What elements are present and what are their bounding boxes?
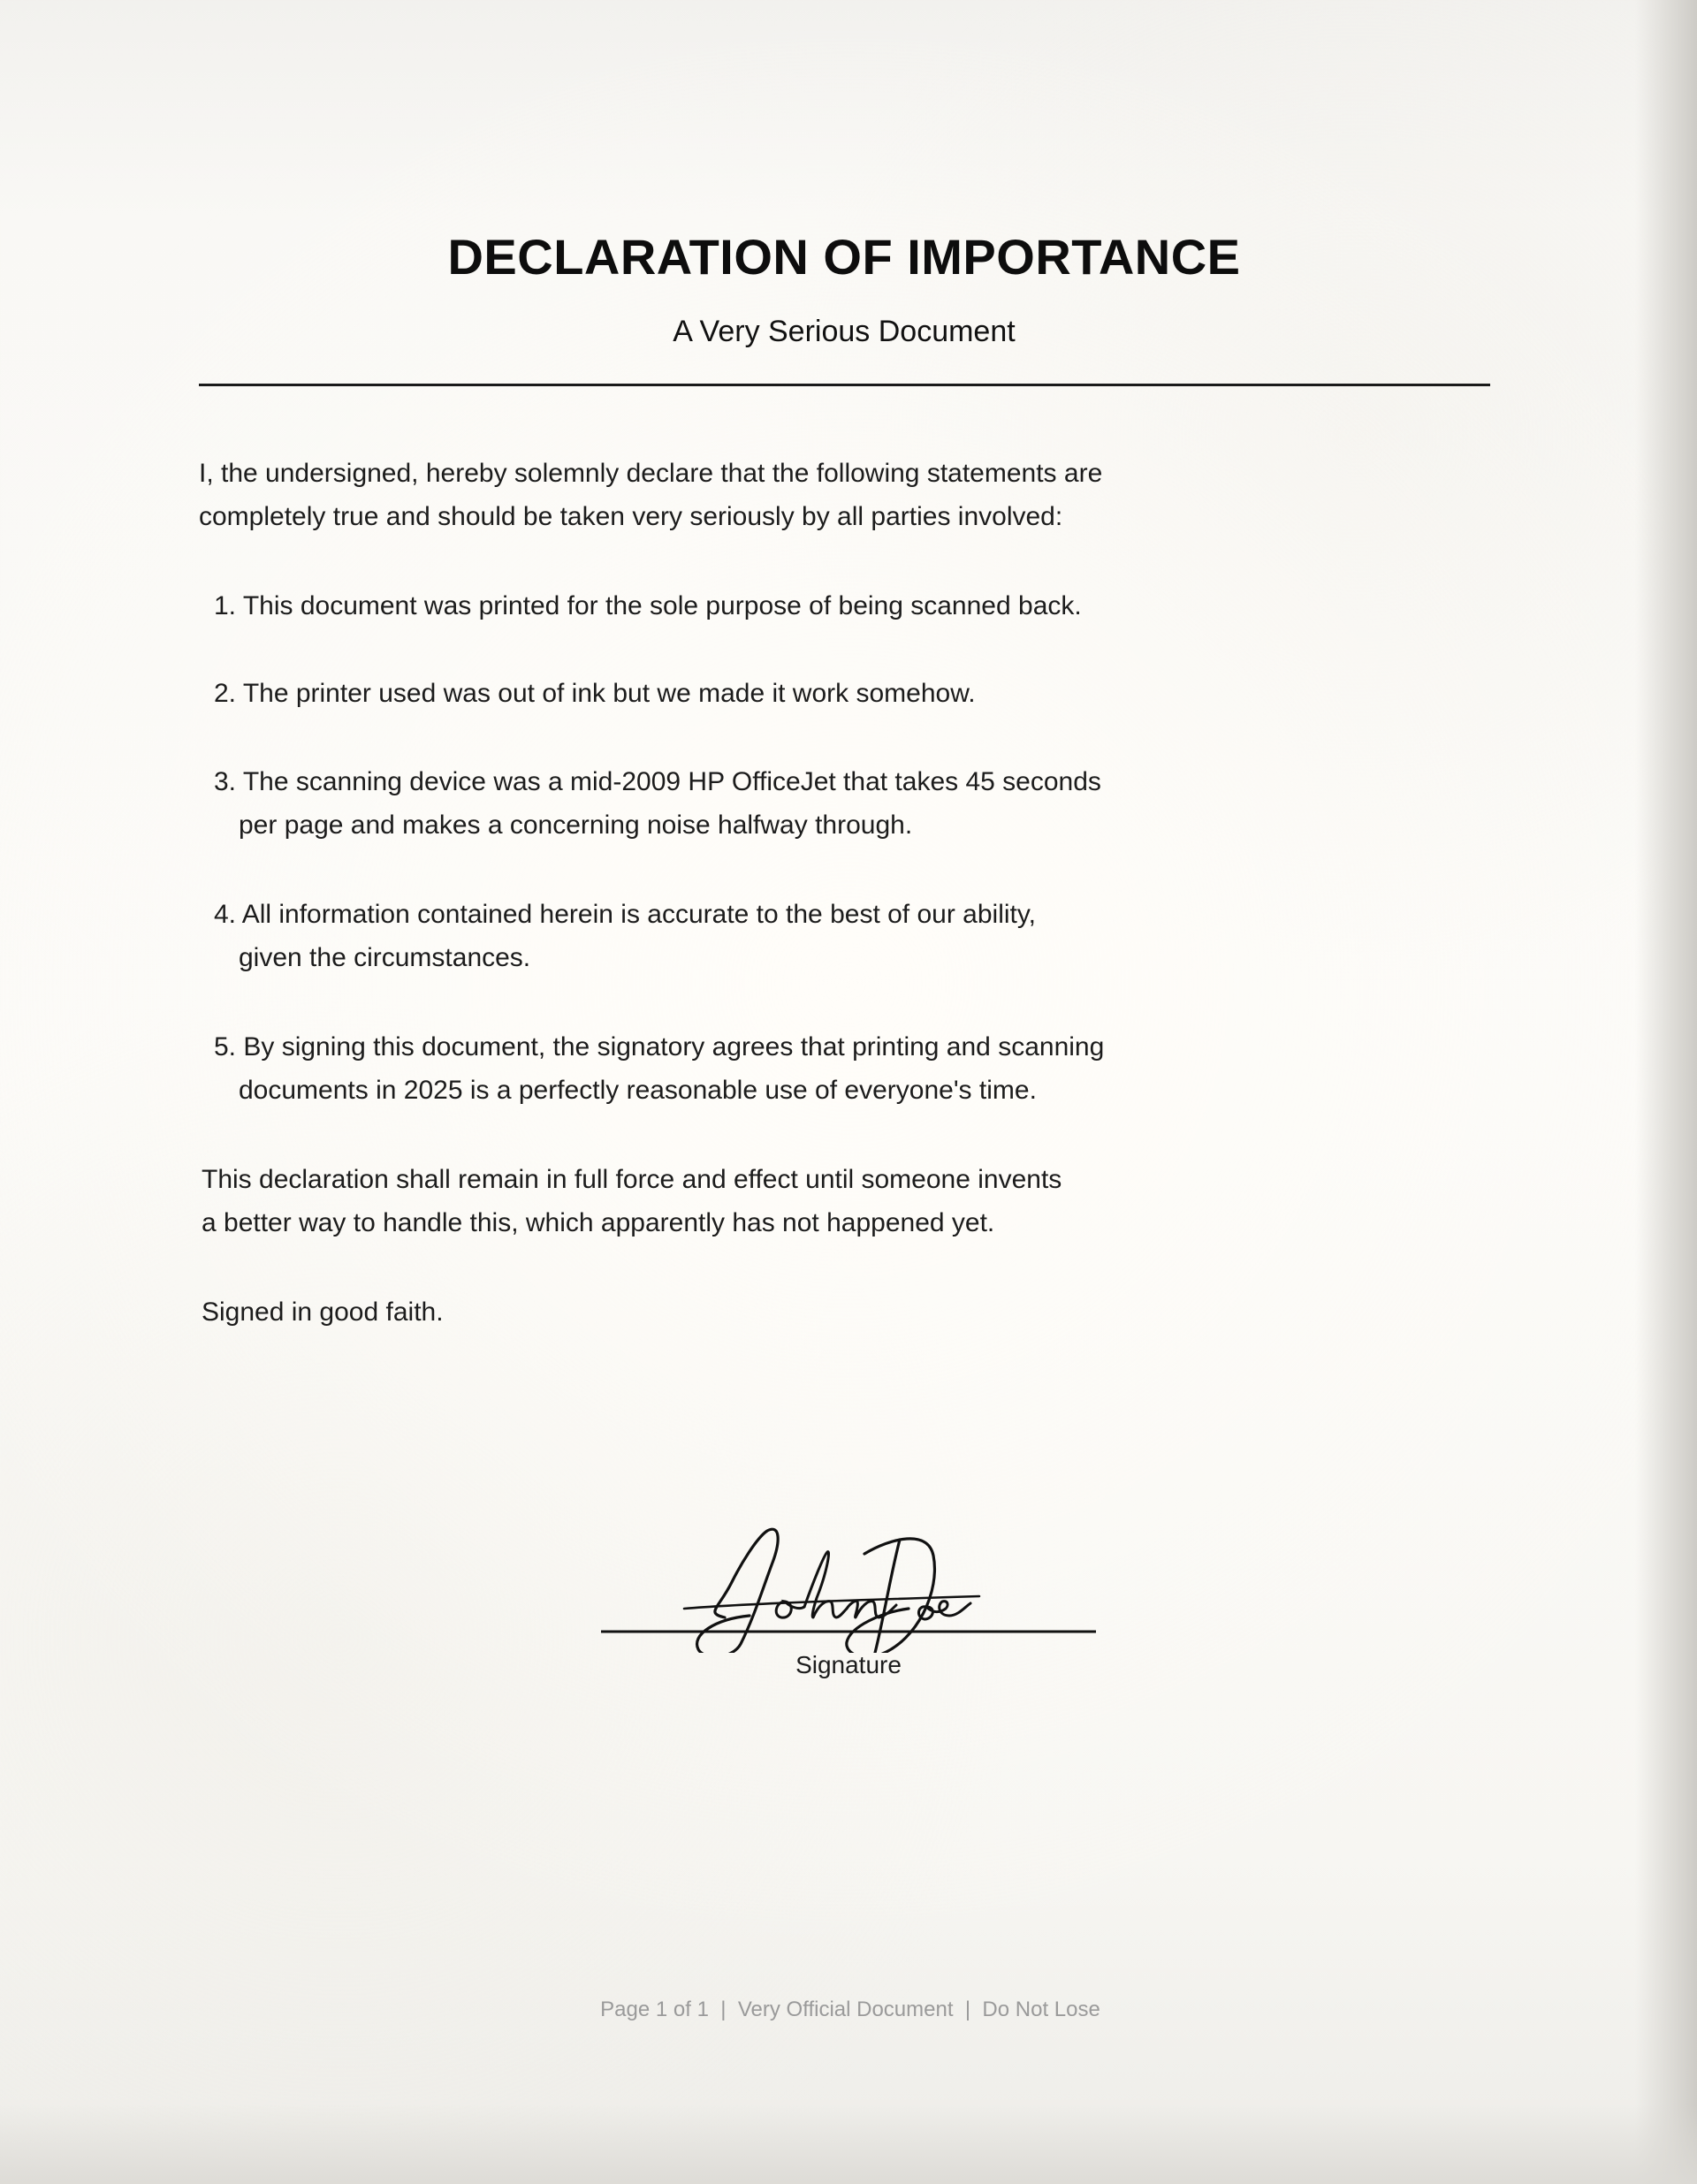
page-footer [0, 1998, 1697, 2022]
closing-line: This declaration shall remain in full force and effect until someone invents [202, 1165, 1062, 1194]
list-item-line: 3. The scanning device was a mid-2009 HP OfficeJet that takes 45 seconds [214, 767, 1101, 796]
document-title: DECLARATION OF IMPORTANCE [447, 229, 1241, 285]
list-item [214, 584, 1082, 628]
footer-page-number: Page 1 of 1 [600, 1998, 709, 2021]
list-item-line: 5. By signing this document, the signatory agrees that printing and scanning [214, 1032, 1105, 1062]
list-item [214, 672, 976, 715]
signature-label: Signature [795, 1651, 902, 1678]
list-item [214, 760, 1101, 847]
page-edge-shadow-bottom [0, 2104, 1697, 2184]
intro-line: completely true and should be taken very seriously by all parties involved: [199, 502, 1063, 531]
list-item [214, 893, 1036, 979]
footer-separator: | [720, 1998, 727, 2021]
footer-note: Do Not Lose [982, 1998, 1100, 2021]
list-item-line: documents in 2025 is a perfectly reasonable use of everyone's time. [239, 1076, 1037, 1105]
list-item [214, 1025, 1104, 1112]
list-item-line: 2. The printer used was out of ink but we made it work somehow. [214, 679, 976, 708]
title-divider [199, 384, 1490, 386]
list-item-line: 4. All information contained herein is accurate to the best of our ability, [214, 900, 1036, 929]
signature-block [599, 1520, 1098, 1697]
handwritten-signature-john-doe [599, 1520, 1098, 1653]
closing-line: a better way to handle this, which apparently has not happened yet. [202, 1208, 995, 1237]
list-item-line: per page and makes a concerning noise halfway through. [239, 810, 913, 840]
signoff-text: Signed in good faith. [202, 1297, 444, 1327]
intro-line: I, the undersigned, hereby solemnly declare that the following statements are [199, 459, 1103, 488]
footer-doc-label: Very Official Document [737, 1998, 954, 2021]
document-subtitle: A Very Serious Document [673, 315, 1016, 348]
list-item-line: 1. This document was printed for the sole purpose of being scanned back. [214, 591, 1082, 620]
list-item-line: given the circumstances. [239, 943, 531, 972]
footer-separator: | [964, 1998, 971, 2021]
